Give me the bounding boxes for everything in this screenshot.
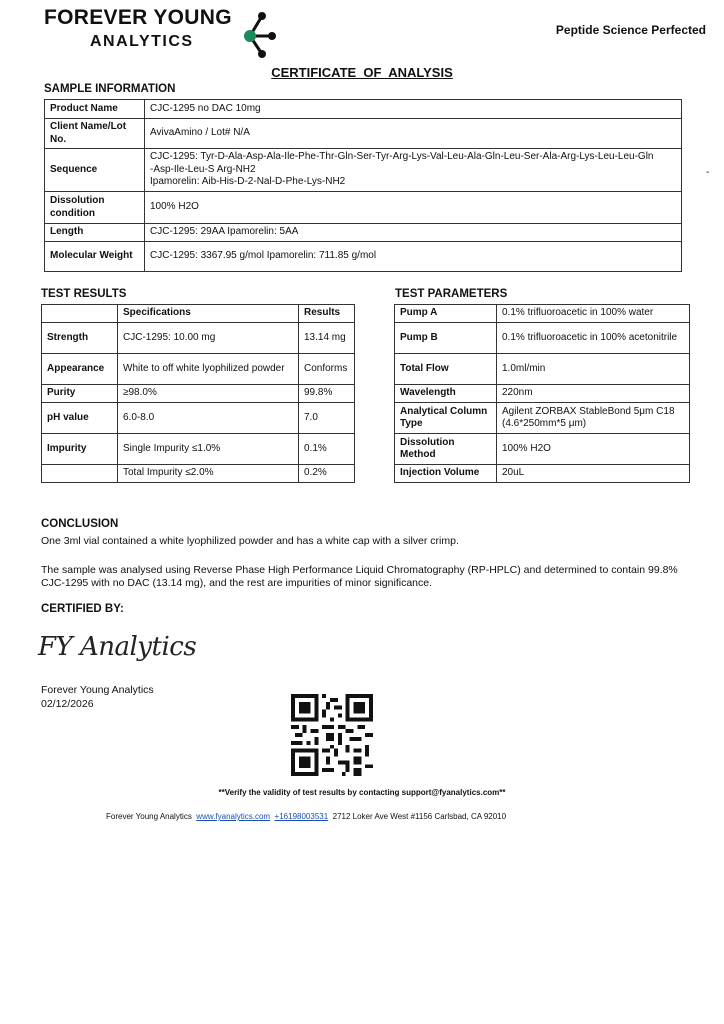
conclusion-paragraph: One 3ml vial contained a white lyophilized powder and has a white cap with a silver crimp. bbox=[41, 535, 459, 547]
table-row bbox=[45, 242, 682, 272]
document-title: CERTIFICATE OF ANALYSIS bbox=[271, 65, 453, 80]
sequence-line: CJC-1295: Tyr-D-Ala-Asp-Ala-Ile-Phe-Thr-Gln-Ser-Tyr-Arg-Lys-Val-Leu-Ala-Gln-Leu-Ser-Ala-Arg-Lys-Leu-Leu-Gln bbox=[150, 151, 654, 163]
table-row bbox=[45, 192, 682, 224]
param-value: Agilent ZORBAX StableBond 5μm C18 (4.6*250mm*5 μm) bbox=[497, 403, 690, 434]
row-spec: Single Impurity ≤1.0% bbox=[118, 434, 299, 465]
col-header-spec: Specifications bbox=[118, 305, 299, 323]
param-label: Total Flow bbox=[395, 354, 497, 385]
table-row bbox=[42, 354, 355, 385]
client-value: AvivaAmino / Lot# N/A bbox=[145, 119, 682, 149]
test-params-heading: TEST PARAMETERS bbox=[395, 288, 508, 300]
row-label: pH value bbox=[42, 403, 118, 434]
header-empty bbox=[42, 305, 118, 323]
certified-heading: CERTIFIED BY: bbox=[41, 603, 124, 615]
footer-org: Forever Young Analytics bbox=[106, 812, 192, 821]
sequence-label: Sequence bbox=[45, 149, 145, 192]
company-logo bbox=[44, 6, 284, 56]
conclusion-paragraph: The sample was analysed using Reverse Phase High Performance Liquid Chromatography (RP-HPLC) and determined to contain 99.8% CJC-1295 with no DAC (13.14 mg), and the rest are impurities of minor significance. bbox=[41, 564, 678, 590]
footer-address: 2712 Loker Ave West #1156 Carlsbad, CA 92010 bbox=[332, 812, 507, 821]
table-row bbox=[45, 224, 682, 242]
row-label: Purity bbox=[42, 385, 118, 403]
table-row bbox=[395, 305, 690, 323]
sequence-value bbox=[145, 149, 682, 192]
param-value: 0.1% trifluoroacetic in 100% acetonitrile bbox=[497, 323, 690, 354]
product-label: Product Name bbox=[45, 100, 145, 119]
table-row bbox=[395, 385, 690, 403]
param-value: 20uL bbox=[497, 465, 690, 483]
row-result: 0.2% bbox=[299, 465, 355, 483]
verify-note: **Verify the validity of test results by contacting support@fyanalytics.com** bbox=[218, 788, 506, 797]
row-spec: ≥98.0% bbox=[118, 385, 299, 403]
row-label: Strength bbox=[42, 323, 118, 354]
param-value: 100% H2O bbox=[497, 434, 690, 465]
certificate-date: 02/12/2026 bbox=[41, 698, 94, 710]
table-row bbox=[42, 465, 355, 483]
table-row bbox=[395, 465, 690, 483]
param-label: Pump B bbox=[395, 323, 497, 354]
row-result: 0.1% bbox=[299, 434, 355, 465]
logo-text-line1: FOREVER YOUNG bbox=[44, 6, 232, 29]
footer-line bbox=[106, 812, 506, 821]
table-row bbox=[42, 403, 355, 434]
table-row bbox=[42, 434, 355, 465]
table-row bbox=[395, 323, 690, 354]
dissolution-label: Dissolution condition bbox=[45, 192, 145, 224]
table-header-row bbox=[42, 305, 355, 323]
tagline: Peptide Science Perfected bbox=[555, 23, 706, 37]
param-label: Injection Volume bbox=[395, 465, 497, 483]
certifier-name: Forever Young Analytics bbox=[41, 684, 154, 696]
mw-value: CJC-1295: 3367.95 g/mol Ipamorelin: 711.85 g/mol bbox=[145, 242, 682, 272]
row-spec: CJC-1295: 10.00 mg bbox=[118, 323, 299, 354]
length-label: Length bbox=[45, 224, 145, 242]
phone-link[interactable]: +16198003531 bbox=[274, 812, 329, 821]
param-value: 1.0ml/min bbox=[497, 354, 690, 385]
table-row bbox=[45, 119, 682, 149]
row-result: 7.0 bbox=[299, 403, 355, 434]
molecule-icon bbox=[232, 6, 314, 62]
param-value: 0.1% trifluoroacetic in 100% water bbox=[497, 305, 690, 323]
row-label: Impurity bbox=[42, 434, 118, 465]
table-row bbox=[395, 403, 690, 434]
signature: FY Analytics bbox=[38, 632, 197, 662]
sample-info-table bbox=[44, 99, 682, 272]
table-row bbox=[42, 323, 355, 354]
row-spec: Total Impurity ≤2.0% bbox=[118, 465, 299, 483]
test-results-table bbox=[41, 304, 355, 483]
mw-label: Molecular Weight bbox=[45, 242, 145, 272]
test-params-table bbox=[394, 304, 690, 483]
website-link[interactable]: www.fyanalytics.com bbox=[196, 812, 271, 821]
row-result: Conforms bbox=[299, 354, 355, 385]
sequence-line: Ipamorelin: Aib-His-D-2-Nal-D-Phe-Lys-NH2 bbox=[150, 176, 346, 188]
table-row bbox=[395, 354, 690, 385]
row-spec: 6.0-8.0 bbox=[118, 403, 299, 434]
param-label: Dissolution Method bbox=[395, 434, 497, 465]
logo-text-line2: ANALYTICS bbox=[90, 33, 194, 50]
test-results-heading: TEST RESULTS bbox=[41, 288, 127, 300]
sample-info-heading: SAMPLE INFORMATION bbox=[44, 83, 176, 95]
table-row bbox=[45, 149, 682, 192]
param-label: Pump A bbox=[395, 305, 497, 323]
row-result: 99.8% bbox=[299, 385, 355, 403]
sequence-line: -Asp-Ile-Leu-S Arg-NH2 bbox=[150, 163, 256, 175]
row-label: Appearance bbox=[42, 354, 118, 385]
dissolution-value: 100% H2O bbox=[145, 192, 682, 224]
length-value: CJC-1295: 29AA Ipamorelin: 5AA bbox=[145, 224, 682, 242]
param-label: Analytical Column Type bbox=[395, 403, 497, 434]
row-label bbox=[42, 465, 118, 483]
table-row bbox=[395, 434, 690, 465]
qr-code-icon[interactable] bbox=[291, 694, 373, 776]
param-value: 220nm bbox=[497, 385, 690, 403]
conclusion-heading: CONCLUSION bbox=[41, 518, 119, 530]
table-row bbox=[45, 100, 682, 119]
row-spec: White to off white lyophilized powder bbox=[118, 354, 299, 385]
product-value: CJC-1295 no DAC 10mg bbox=[145, 100, 682, 119]
side-mark: - bbox=[706, 167, 710, 178]
client-label: Client Name/Lot No. bbox=[45, 119, 145, 149]
col-header-result: Results bbox=[299, 305, 355, 323]
param-label: Wavelength bbox=[395, 385, 497, 403]
row-result: 13.14 mg bbox=[299, 323, 355, 354]
table-row bbox=[42, 385, 355, 403]
